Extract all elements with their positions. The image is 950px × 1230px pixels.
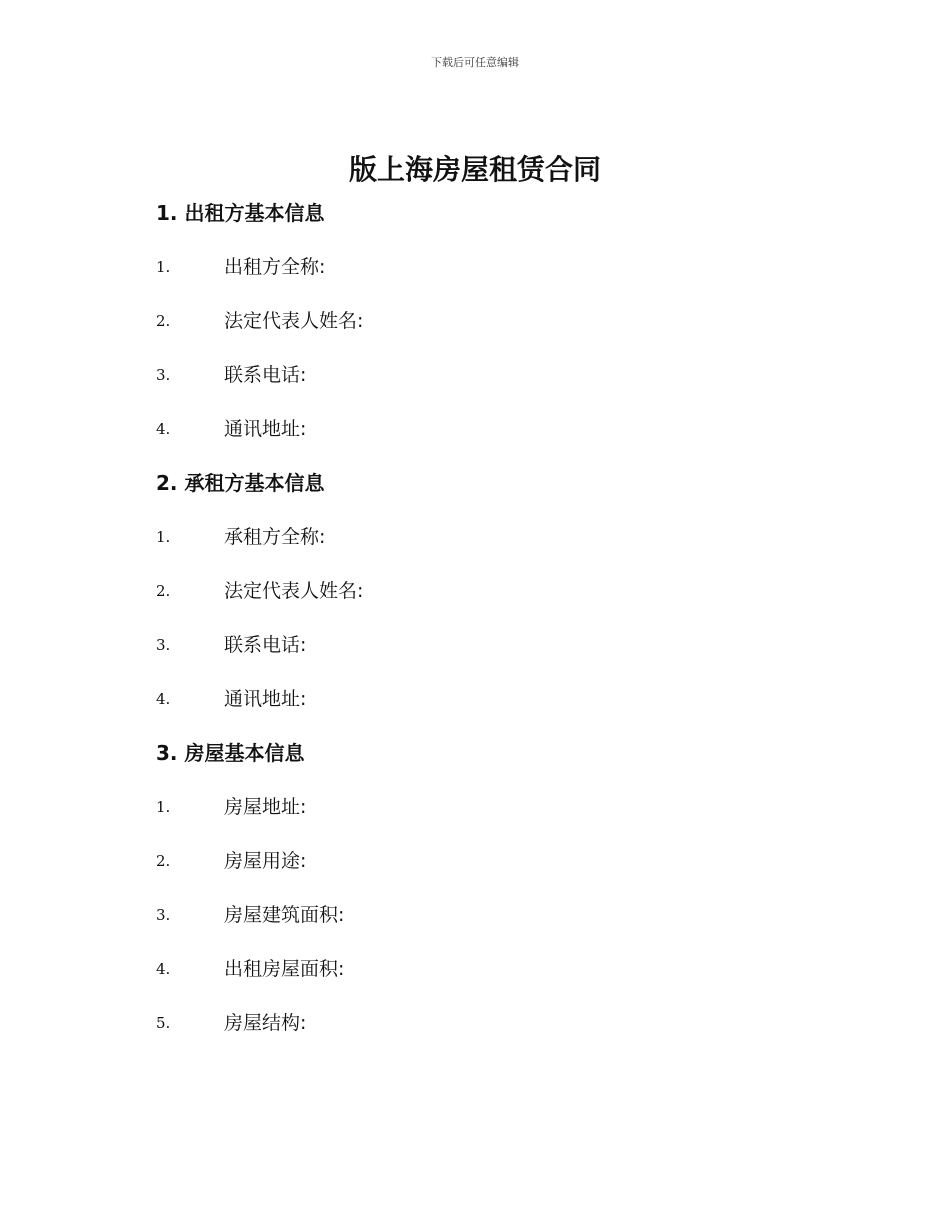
item-number: 4. (156, 420, 171, 438)
list-item (156, 574, 796, 608)
item-label: 通讯地址: (224, 688, 307, 710)
list-item (156, 790, 796, 824)
list-item (156, 250, 796, 284)
item-label: 承租方全称: (224, 526, 326, 548)
section-heading-property (156, 736, 796, 770)
item-label: 房屋结构: (224, 1012, 307, 1034)
document-title: 版上海房屋租赁合同 (348, 153, 601, 186)
section-title: 出租方基本信息 (184, 201, 325, 225)
list-item (156, 952, 796, 986)
section-number: 2. (156, 471, 178, 495)
item-number: 3. (156, 636, 171, 654)
item-label: 联系电话: (224, 634, 307, 656)
section-heading-lessee (156, 466, 796, 500)
item-number: 2. (156, 852, 171, 870)
list-item (156, 628, 796, 662)
item-number: 4. (156, 690, 171, 708)
list-item (156, 1006, 796, 1040)
item-number: 3. (156, 366, 171, 384)
list-item (156, 412, 796, 446)
section-title: 承租方基本信息 (184, 471, 325, 495)
item-label: 联系电话: (224, 364, 307, 386)
list-item (156, 898, 796, 932)
item-label: 出租方全称: (224, 256, 326, 278)
list-item (156, 682, 796, 716)
page-header-text: 下载后可任意编辑 (431, 56, 519, 69)
section-number: 3. (156, 741, 178, 765)
item-number: 1. (156, 798, 171, 816)
item-number: 2. (156, 582, 171, 600)
list-item (156, 304, 796, 338)
item-number: 1. (156, 528, 171, 546)
item-number: 5. (156, 1014, 171, 1032)
page-header (0, 54, 950, 70)
section-heading-lessor (156, 196, 796, 230)
document-body (156, 196, 796, 1060)
item-label: 房屋用途: (224, 850, 307, 872)
item-label: 房屋地址: (224, 796, 307, 818)
item-number: 1. (156, 258, 171, 276)
item-number: 4. (156, 960, 171, 978)
item-label: 通讯地址: (224, 418, 307, 440)
list-item (156, 844, 796, 878)
item-number: 2. (156, 312, 171, 330)
item-label: 房屋建筑面积: (224, 904, 345, 926)
list-item (156, 520, 796, 554)
item-label: 法定代表人姓名: (224, 580, 364, 602)
item-label: 法定代表人姓名: (224, 310, 364, 332)
section-title: 房屋基本信息 (184, 741, 305, 765)
item-label: 出租房屋面积: (224, 958, 345, 980)
item-number: 3. (156, 906, 171, 924)
list-item (156, 358, 796, 392)
section-number: 1. (156, 201, 178, 225)
